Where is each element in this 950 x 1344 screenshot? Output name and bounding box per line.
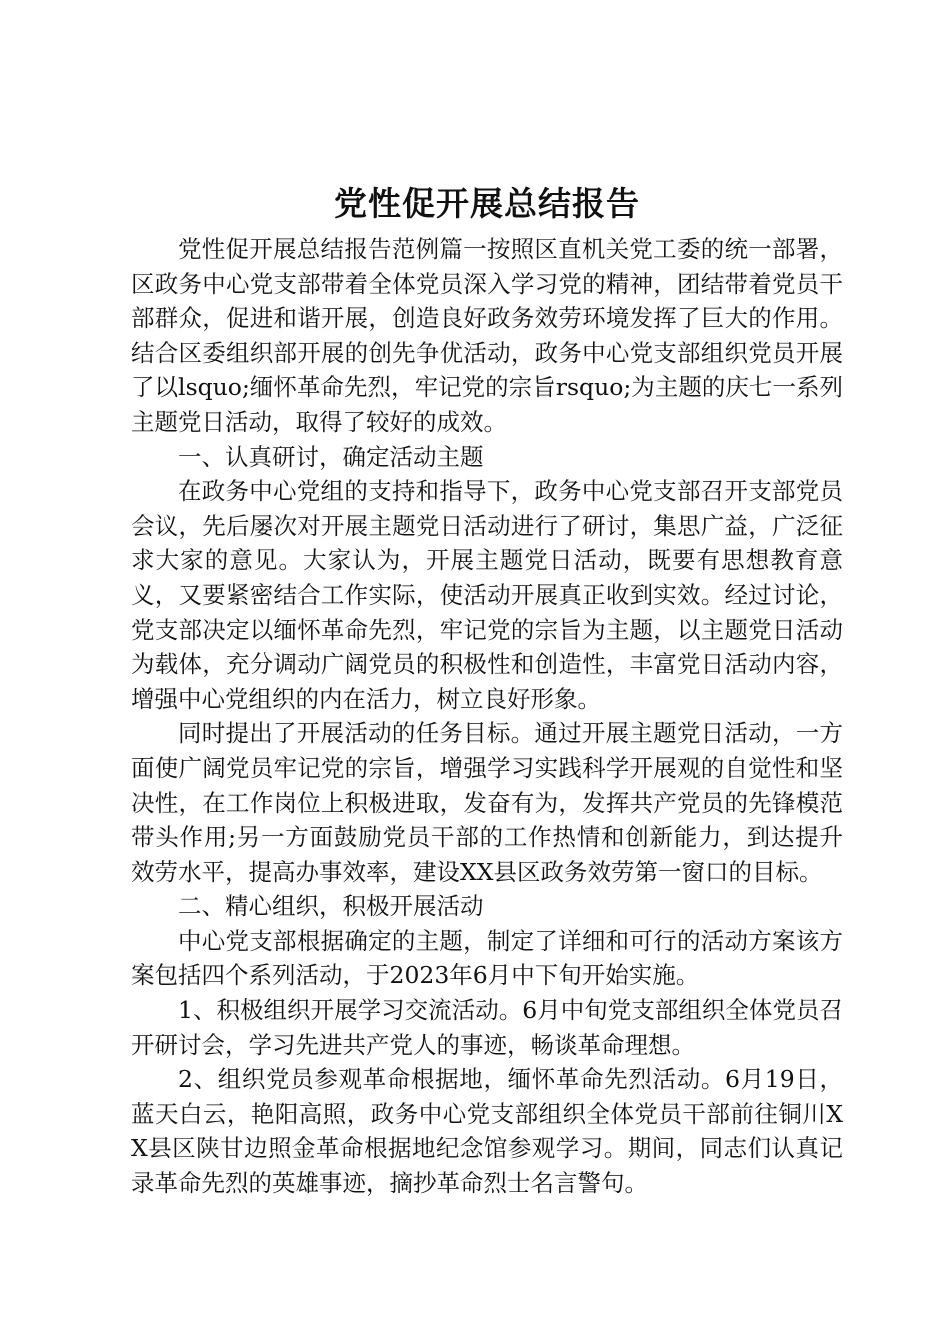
section-heading-1: 一、认真研讨，确定活动主题 <box>178 442 484 471</box>
paragraph-intro: 党性促开展总结报告范例篇一按照区直机关党工委的统一部署，区政务中心党支部带着全体党员深入学习党的精神，团结带着党员干部群众，促进和谐开展，创造良好政务效劳环境发挥了巨大的作用。结合区委组织部开展的创先争优活动，政务中心党支部组织党员开展了以lsquo;缅怀革命先烈，牢记党的宗旨rsquo;为主题的庆七一系列主题党日活动，取得了较好的成效。 <box>131 235 843 436</box>
document-page <box>131 182 843 1201</box>
section-heading-2: 二、精心组织，积极开展活动 <box>178 892 484 921</box>
paragraph-plan: 中心党支部根据确定的主题，制定了详细和可行的活动方案该方案包括四个系列活动，于2023年6月中下旬开始实施。 <box>131 926 843 990</box>
document-title: 党性促开展总结报告 <box>334 184 640 223</box>
paragraph-item-1: 1、积极组织开展学习交流活动。6月中旬党支部组织全体党员召开研讨会，学习先进共产党人的事迹，畅谈革命理想。 <box>131 996 843 1059</box>
paragraph-goals: 同时提出了开展活动的任务目标。通过开展主题党日活动，一方面使广阔党员牢记党的宗旨，增强学习实践科学开展观的自觉性和坚决性，在工作岗位上积极进取，发奋有为，发挥共产党员的先锋模范带头作用;另一方面鼓励党员干部的工作热情和创新能力，到达提升效劳水平，提高办事效率，建设XX县区政务效劳第一窗口的目标。 <box>131 719 843 886</box>
paragraph-research: 在政务中心党组的支持和指导下，政务中心党支部召开支部党员会议，先后屡次对开展主题党日活动进行了研讨，集思广益，广泛征求大家的意见。大家认为，开展主题党日活动，既要有思想教育意义，又要紧密结合工作实际，使活动开展真正收到实效。经过讨论，党支部决定以缅怀革命先烈，牢记党的宗旨为主题，以主题党日活动为载体，充分调动广阔党员的积极性和创造性，丰富党日活动内容，增强中心党组织的内在活力，树立良好形象。 <box>131 477 843 713</box>
paragraph-item-2: 2、组织党员参观革命根据地，缅怀革命先烈活动。6月19日，蓝天白云，艳阳高照，政务中心党支部组织全体党员干部前往铜川XX县区陕甘边照金革命根据地纪念馆参观学习。期间，同志们认真记录革命先烈的英雄事迹，摘抄革命烈士名言警句。 <box>131 1065 843 1198</box>
